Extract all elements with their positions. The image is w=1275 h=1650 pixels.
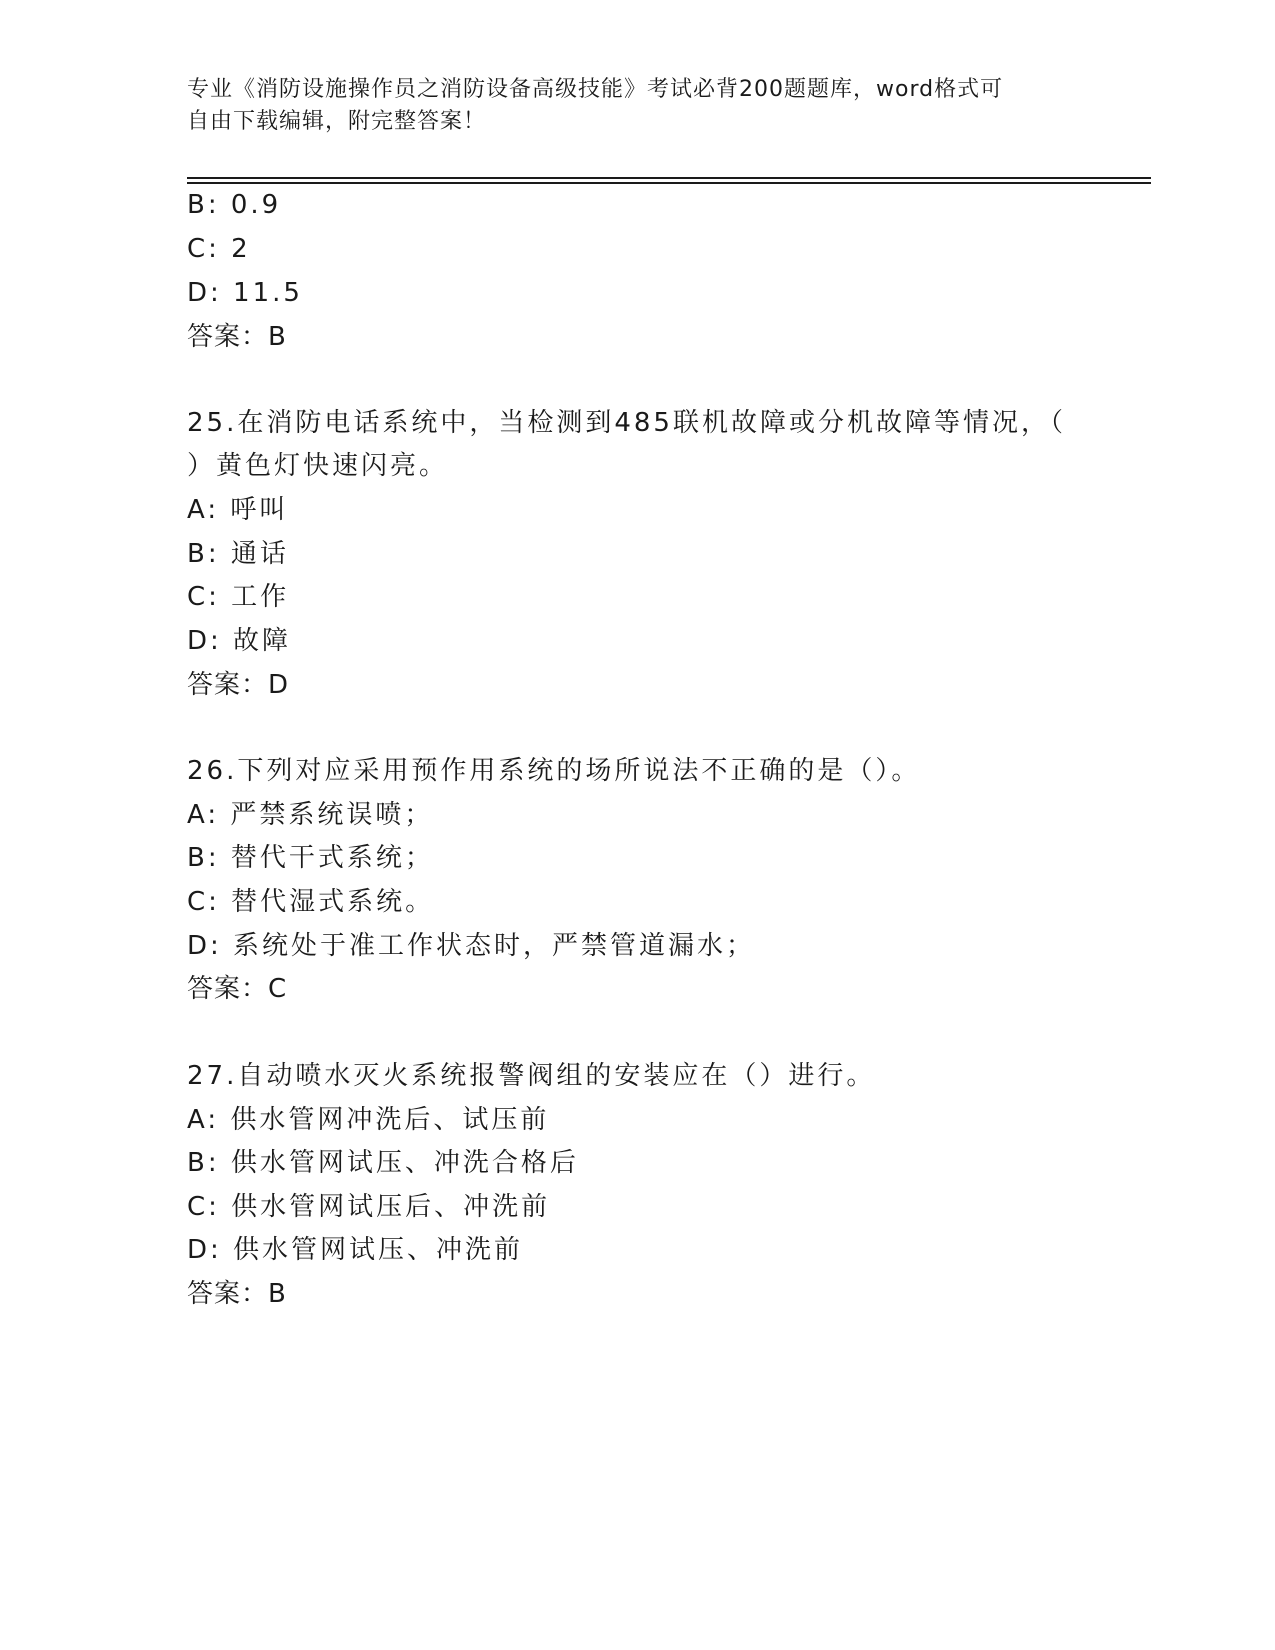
option-c: C: 工作 [187, 582, 290, 612]
option-b: B: 替代干式系统； [187, 843, 434, 873]
option-d: D: 供水管网试压、冲洗前 [187, 1235, 524, 1265]
option-b: B: 0.9 [187, 190, 282, 220]
question-stem: 27.自动喷水灭火系统报警阀组的安装应在（）进行。 [187, 1061, 876, 1091]
question-stem: 26.下列对应采用预作用系统的场所说法不正确的是（）。 [187, 756, 921, 786]
option-b: B: 供水管网试压、冲洗合格后 [187, 1148, 579, 1178]
header-title-line-2: 自由下载编辑，附完整答案！ [187, 109, 487, 134]
option-a: A: 供水管网冲洗后、试压前 [187, 1105, 550, 1135]
header-title-line-1: 专业《消防设施操作员之消防设备高级技能》考试必背200题题库，word格式可 [187, 77, 1004, 102]
question-stem-continued: ）黄色灯快速闪亮。 [187, 451, 449, 481]
option-d: D: 故障 [187, 626, 292, 656]
option-d: D: 系统处于准工作状态时，严禁管道漏水； [187, 931, 756, 961]
option-c: C: 2 [187, 234, 251, 264]
option-d: D: 11.5 [187, 278, 303, 308]
answer-line: 答案：B [187, 1279, 287, 1309]
answer-line: 答案：D [187, 670, 290, 700]
option-b: B: 通话 [187, 539, 289, 569]
option-c: C: 供水管网试压后、冲洗前 [187, 1192, 551, 1222]
option-a: A: 呼叫 [187, 495, 289, 525]
question-stem: 25.在消防电话系统中，当检测到485联机故障或分机故障等情况，（ [187, 408, 1066, 438]
option-a: A: 严禁系统误喷； [187, 800, 434, 830]
answer-line: 答案：B [187, 322, 287, 352]
answer-line: 答案：C [187, 974, 288, 1004]
option-c: C: 替代湿式系统。 [187, 887, 435, 917]
header-divider-bottom [187, 182, 1151, 184]
header-divider-top [187, 177, 1151, 179]
document-header [187, 74, 1067, 138]
